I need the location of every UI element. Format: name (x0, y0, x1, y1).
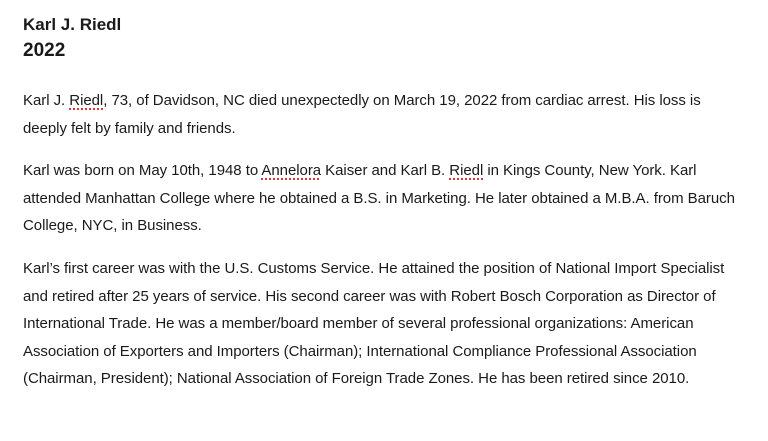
spellcheck-flagged-word: Riedl (69, 92, 104, 109)
text-run: Kaiser and Karl B. (321, 162, 450, 180)
text-run: , 73, of Davidson, NC died unexpectedly on March 19, 2022 from cardiac arrest. His loss is deeply felt by family and friends. (23, 92, 701, 137)
text-run: Karl’s first career was with the U.S. Customs Service. He attained the position of National Import Specialist and retired after 25 years of service. His second career was with Robert Bosch Corporation as Director of International Trade. He was a member/board member of several professional organizations: American Association of Exporters and Importers (Chairman); International Compliance Professional Association (Chairman, President); National Association of Foreign Trade Zones. He has been retired since 2010. (23, 259, 725, 388)
spellcheck-flagged-word: Annelora (261, 162, 322, 180)
text-run: Karl J. (23, 92, 70, 109)
year-heading: 2022 (23, 40, 66, 61)
person-name-heading: Karl J. Riedl (23, 15, 122, 34)
text-run: in Kings County, New York. Karl attended Manhattan College where he obtained a B.S. in Marketing. He later obtained a M.B.A. from Baruch College, NYC, in Business. (23, 162, 735, 235)
text-run: Karl was born on May 10th, 1948 to (23, 162, 262, 180)
paragraph-career (23, 255, 744, 393)
paragraph-intro (23, 87, 744, 142)
paragraph-birth-education (23, 157, 744, 240)
spellcheck-flagged-word: Riedl (449, 162, 484, 180)
